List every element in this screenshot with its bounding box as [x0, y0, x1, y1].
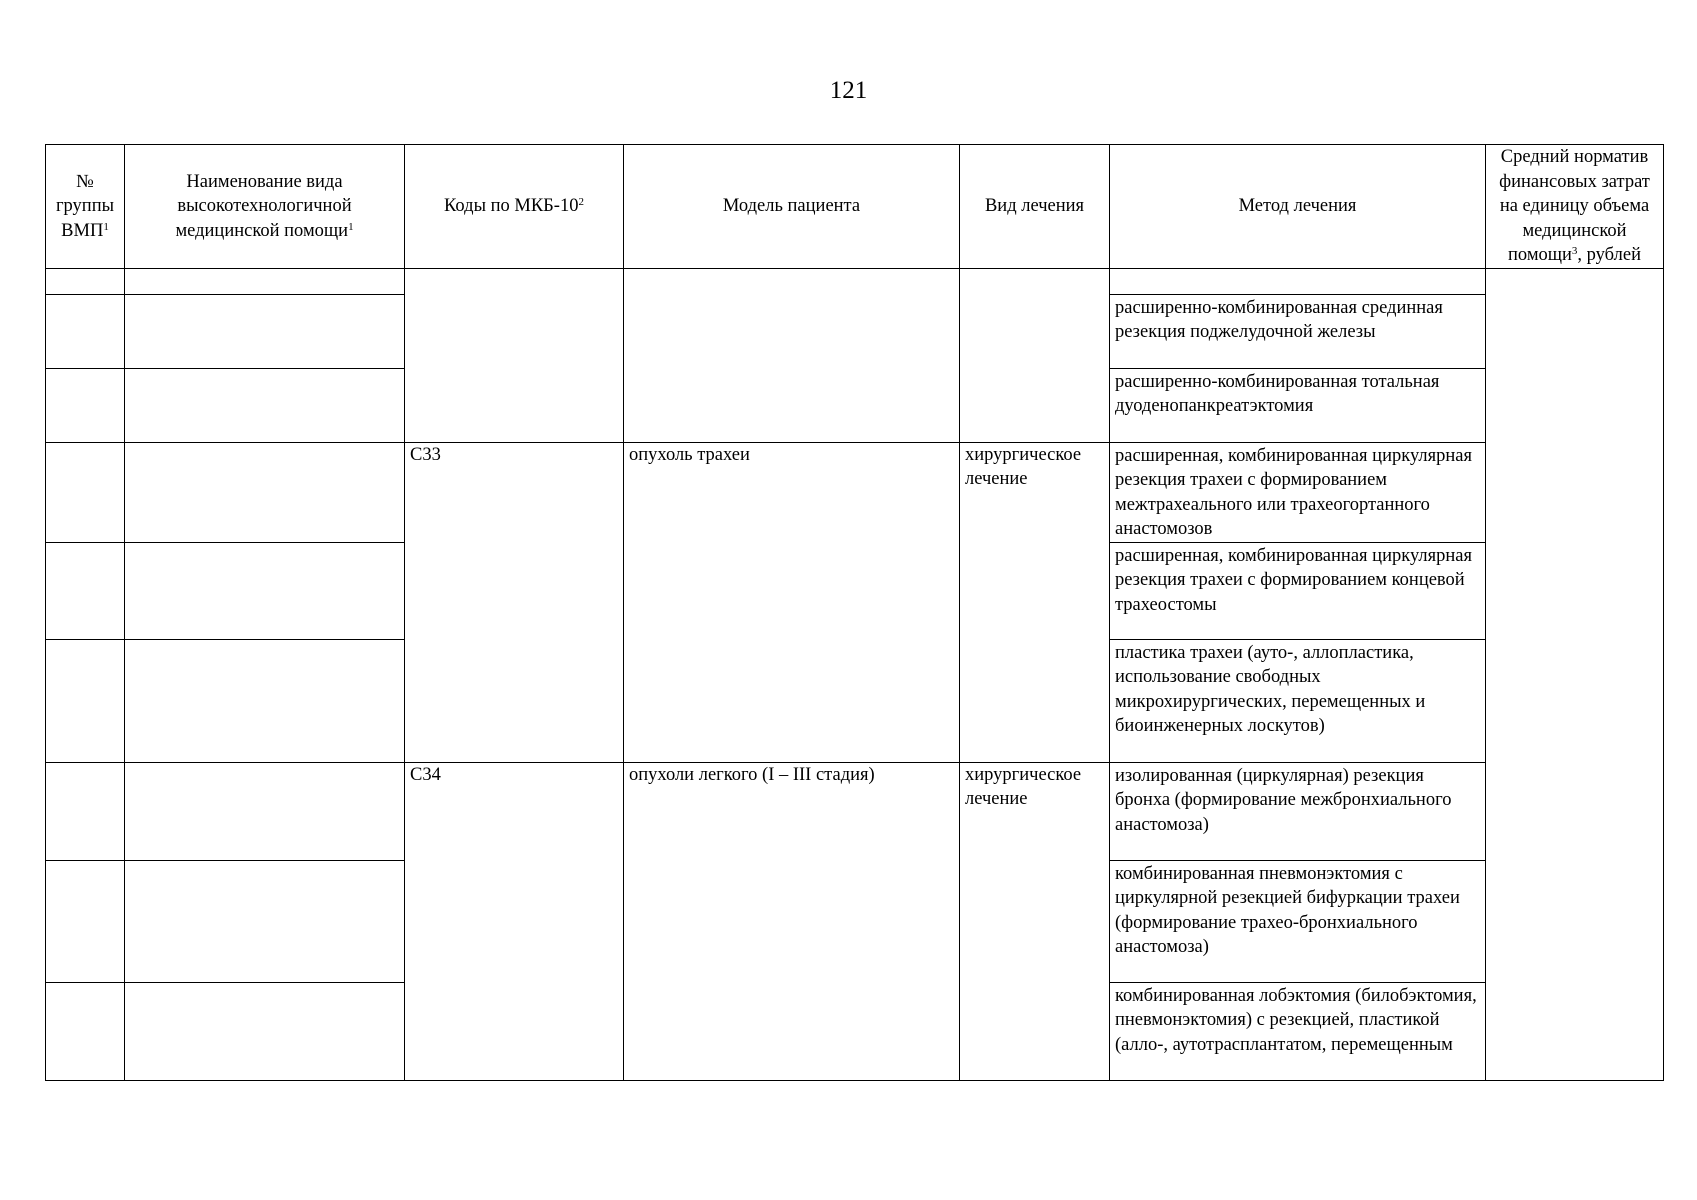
treatment-method-cell: изолированная (циркулярная) резекция бронха (формирование межбронхиального анастомоза)	[1110, 762, 1486, 860]
header-patient-model: Модель пациента	[624, 145, 960, 269]
group-number-cell	[46, 294, 125, 368]
header-treatment-type: Вид лечения	[960, 145, 1110, 269]
table-row	[46, 442, 1664, 542]
header-average-cost: Средний норматив финансовых затрат на единицу объема медицинской помощи$^3$, рублей	[1486, 145, 1664, 269]
care-type-name-cell	[125, 368, 405, 442]
icd-code-cell: C33	[405, 442, 624, 762]
icd-code-cell	[405, 268, 624, 442]
care-type-name-cell	[125, 639, 405, 762]
table-header-row	[46, 145, 1664, 269]
care-type-name-cell	[125, 982, 405, 1080]
care-type-name-cell	[125, 542, 405, 639]
care-type-name-cell	[125, 268, 405, 294]
treatment-type-cell: хирургическое лечение	[960, 442, 1110, 762]
table-row	[46, 268, 1664, 294]
patient-model-cell: опухоль трахеи	[624, 442, 960, 762]
treatment-method-cell: пластика трахеи (ауто-, аллопластика, использование свободных микрохирургических, перемещенных и биоинженерных лоскутов)	[1110, 639, 1486, 762]
group-number-cell	[46, 860, 125, 982]
icd-code-cell: C34	[405, 762, 624, 1080]
care-type-name-cell	[125, 860, 405, 982]
group-number-cell	[46, 982, 125, 1080]
patient-model-cell	[624, 268, 960, 442]
group-number-cell	[46, 442, 125, 542]
treatment-method-cell: комбинированная пневмонэктомия с циркулярной резекцией бифуркации трахеи (формирование трахео-бронхиального анастомоза)	[1110, 860, 1486, 982]
header-care-type-name: Наименование вида высокотехнологичной медицинской помощи$^1$	[125, 145, 405, 269]
treatment-method-cell: расширенная, комбинированная циркулярная резекция трахеи с формированием межтрахеального или трахеогортанного анастомозов	[1110, 442, 1486, 542]
header-treatment-method: Метод лечения	[1110, 145, 1486, 269]
treatment-method-cell: расширенно-комбинированная срединная резекция поджелудочной железы	[1110, 294, 1486, 368]
group-number-cell	[46, 639, 125, 762]
care-type-name-cell	[125, 762, 405, 860]
page-number: 121	[829, 77, 868, 104]
group-number-cell	[46, 542, 125, 639]
vmp-table	[45, 144, 1664, 1081]
patient-model-cell: опухоли легкого (I – III стадия)	[624, 762, 960, 1080]
header-icd-codes: Коды по МКБ-$10^2$	[405, 145, 624, 269]
care-type-name-cell	[125, 442, 405, 542]
average-cost-cell	[1486, 268, 1664, 1080]
header-group-number: № группы ВМП$^1$	[46, 145, 125, 269]
group-number-cell	[46, 268, 125, 294]
group-number-cell	[46, 762, 125, 860]
treatment-method-cell: расширенно-комбинированная тотальная дуоденопанкреатэктомия	[1110, 368, 1486, 442]
treatment-method-cell: комбинированная лобэктомия (билобэктомия, пневмонэктомия) с резекцией, пластикой (алло-, аутотрасплантатом, перемещенным	[1110, 982, 1486, 1080]
treatment-type-cell	[960, 268, 1110, 442]
group-number-cell	[46, 368, 125, 442]
treatment-type-cell: хирургическое лечение	[960, 762, 1110, 1080]
table-row	[46, 762, 1664, 860]
treatment-method-cell: расширенная, комбинированная циркулярная резекция трахеи с формированием концевой трахеостомы	[1110, 542, 1486, 639]
care-type-name-cell	[125, 294, 405, 368]
treatment-method-cell	[1110, 268, 1486, 294]
